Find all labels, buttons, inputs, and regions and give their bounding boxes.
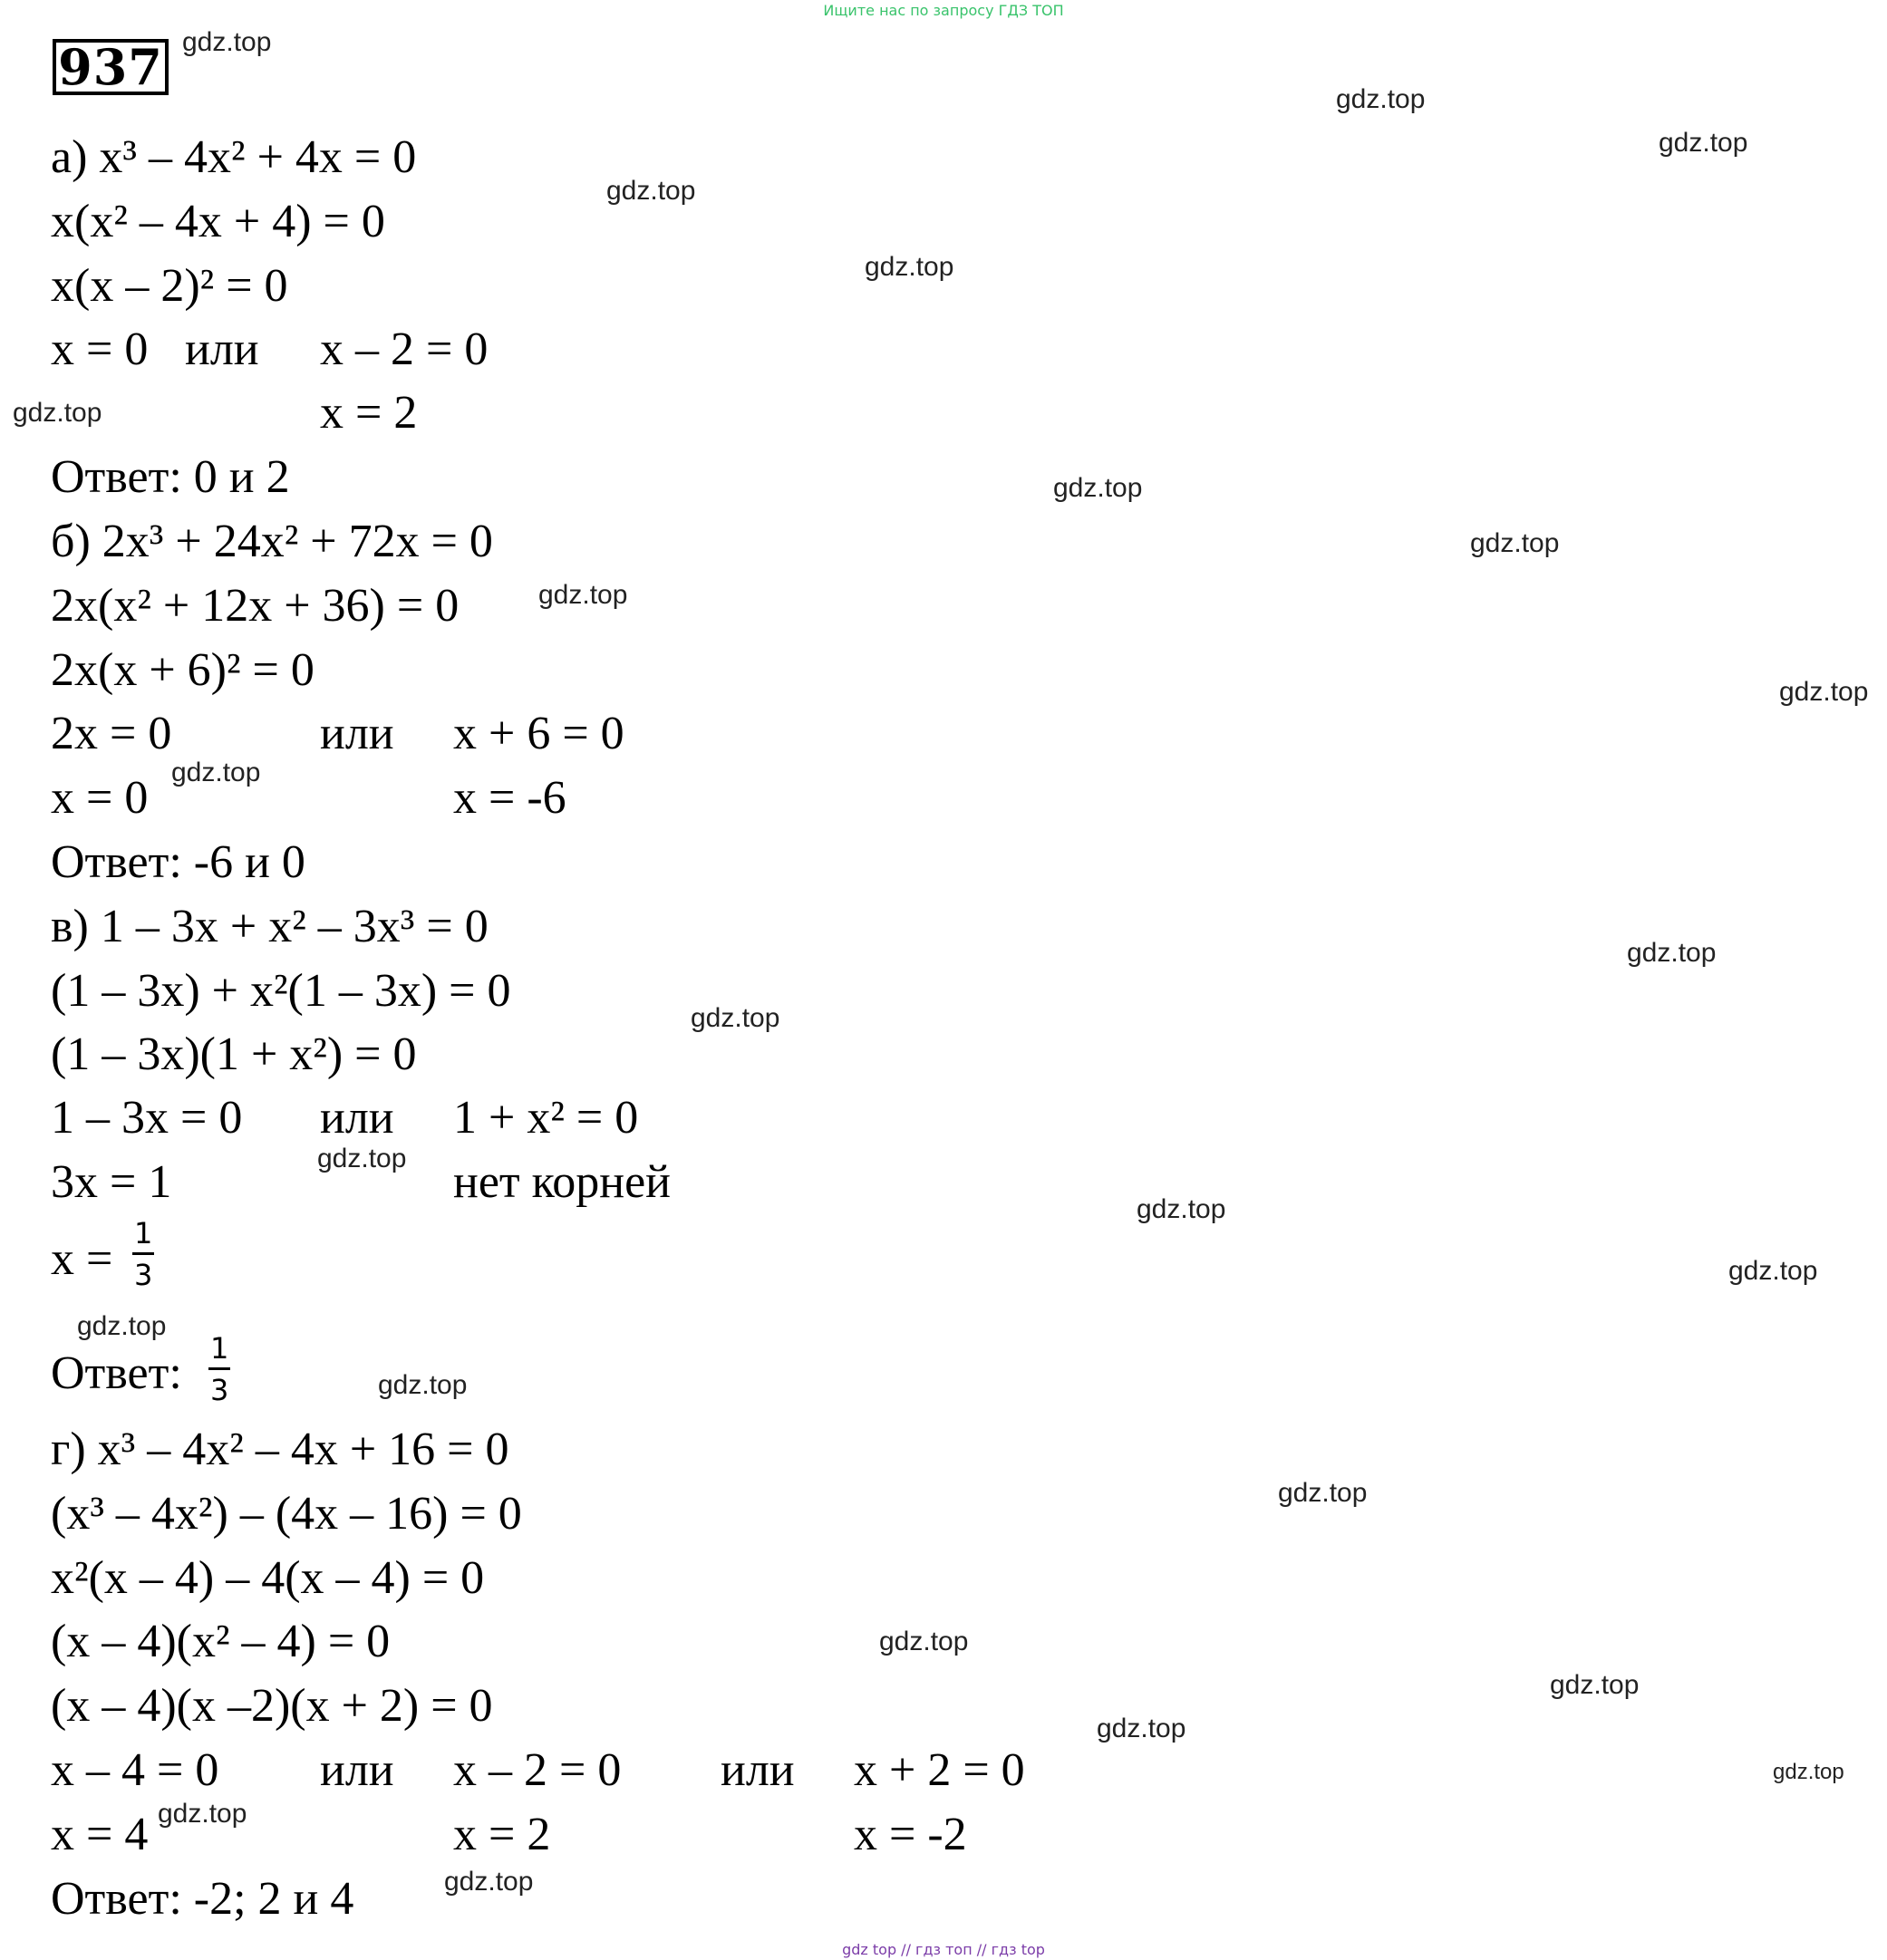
- part-v-fraction-numerator: 1: [132, 1219, 154, 1255]
- part-b-line-2: 2x(x² + 12x + 36) = 0: [51, 580, 460, 632]
- part-g-line-1: г) x³ – 4x² – 4x + 16 = 0: [51, 1424, 509, 1475]
- watermark: gdz.top: [606, 176, 696, 206]
- watermark: gdz.top: [1470, 528, 1560, 558]
- watermark: gdz.top: [77, 1311, 167, 1341]
- part-g-line-7-a: x = 4: [51, 1809, 149, 1860]
- part-g-line-7-c: x = 2: [453, 1809, 551, 1860]
- part-b-answer: Ответ: -6 и 0: [51, 836, 305, 888]
- part-b-line-4-left: 2x = 0: [51, 708, 172, 759]
- part-v-fraction-denominator: 3: [134, 1258, 153, 1292]
- part-v-line-4-right: 1 + x² = 0: [453, 1092, 639, 1144]
- watermark: gdz.top: [1550, 1670, 1640, 1700]
- part-g-answer: Ответ: -2; 2 и 4: [51, 1873, 354, 1925]
- part-v-answer: Ответ:: [51, 1347, 182, 1399]
- watermark: gdz.top: [1336, 84, 1426, 114]
- part-a-line-3: x(x – 2)² = 0: [51, 260, 288, 312]
- watermark: gdz.top: [13, 398, 102, 428]
- part-g-line-6-or-1: или: [320, 1744, 394, 1796]
- watermark: gdz.top: [1137, 1194, 1226, 1224]
- watermark: gdz.top: [182, 27, 272, 57]
- watermark: gdz.top: [1097, 1714, 1186, 1743]
- part-g-line-5: (x – 4)(x –2)(x + 2) = 0: [51, 1680, 493, 1732]
- part-a-answer: Ответ: 0 и 2: [51, 451, 290, 503]
- part-v-line-6: x =: [51, 1233, 113, 1285]
- top-banner: Ищите нас по запросу ГДЗ ТОП: [823, 2, 1064, 19]
- part-v-line-3: (1 – 3x)(1 + x²) = 0: [51, 1028, 417, 1080]
- watermark: gdz.top: [378, 1370, 468, 1400]
- part-g-line-4: (x – 4)(x² – 4) = 0: [51, 1616, 391, 1667]
- part-v-line-5-left: 3x = 1: [51, 1156, 172, 1208]
- part-b-line-5-right: x = -6: [453, 772, 566, 824]
- part-b-line-1: б) 2x³ + 24x² + 72x = 0: [51, 516, 493, 567]
- watermark: gdz.top: [538, 580, 628, 610]
- part-g-line-6-e: x + 2 = 0: [854, 1744, 1025, 1796]
- part-a-line-4-left: x = 0: [51, 323, 149, 375]
- problem-number-box: 937: [53, 39, 169, 95]
- part-b-line-4-right: x + 6 = 0: [453, 708, 624, 759]
- part-v-fraction: [132, 1216, 154, 1292]
- part-b-line-5-left: x = 0: [51, 772, 149, 824]
- watermark: gdz.top: [444, 1867, 534, 1897]
- watermark: gdz.top: [317, 1144, 407, 1173]
- watermark: gdz.top: [1773, 1760, 1844, 1784]
- watermark: gdz.top: [1659, 128, 1748, 158]
- part-b-line-3: 2x(x + 6)² = 0: [51, 644, 314, 696]
- part-a-line-5: x = 2: [320, 387, 418, 439]
- part-v-line-1: в) 1 – 3x + x² – 3x³ = 0: [51, 901, 489, 952]
- watermark: gdz.top: [691, 1003, 780, 1033]
- watermark: gdz.top: [171, 758, 261, 787]
- part-v-line-5-right: нет корней: [453, 1156, 671, 1208]
- part-v-line-2: (1 – 3x) + x²(1 – 3x) = 0: [51, 965, 511, 1017]
- footer-links: gdz top // гдз топ // гдз top: [842, 1941, 1045, 1958]
- part-g-line-3: x²(x – 4) – 4(x – 4) = 0: [51, 1552, 485, 1604]
- part-v-answer-denominator: 3: [210, 1373, 229, 1407]
- watermark: gdz.top: [1779, 677, 1869, 707]
- part-g-line-6-a: x – 4 = 0: [51, 1744, 219, 1796]
- watermark: gdz.top: [1278, 1478, 1368, 1508]
- watermark: gdz.top: [1728, 1256, 1818, 1286]
- watermark: gdz.top: [865, 252, 954, 282]
- part-g-line-6-or-2: или: [721, 1744, 795, 1796]
- watermark: gdz.top: [1627, 938, 1717, 968]
- part-v-line-4-or: или: [320, 1092, 394, 1144]
- part-a-line-4-right: x – 2 = 0: [320, 323, 489, 375]
- watermark: gdz.top: [158, 1799, 247, 1829]
- part-g-line-6-c: x – 2 = 0: [453, 1744, 622, 1796]
- watermark: gdz.top: [879, 1627, 969, 1656]
- part-a-line-4-or: или: [185, 323, 259, 375]
- part-v-line-4-left: 1 – 3x = 0: [51, 1092, 243, 1144]
- watermark: gdz.top: [1053, 473, 1143, 503]
- part-v-answer-numerator: 1: [208, 1334, 230, 1370]
- part-a-line-1: а) x³ – 4x² + 4x = 0: [51, 131, 417, 183]
- part-v-answer-fraction: [208, 1331, 230, 1407]
- part-a-line-2: x(x² – 4x + 4) = 0: [51, 196, 385, 247]
- part-b-line-4-or: или: [320, 708, 394, 759]
- part-g-line-2: (x³ – 4x²) – (4x – 16) = 0: [51, 1488, 522, 1540]
- part-g-line-7-e: x = -2: [854, 1809, 967, 1860]
